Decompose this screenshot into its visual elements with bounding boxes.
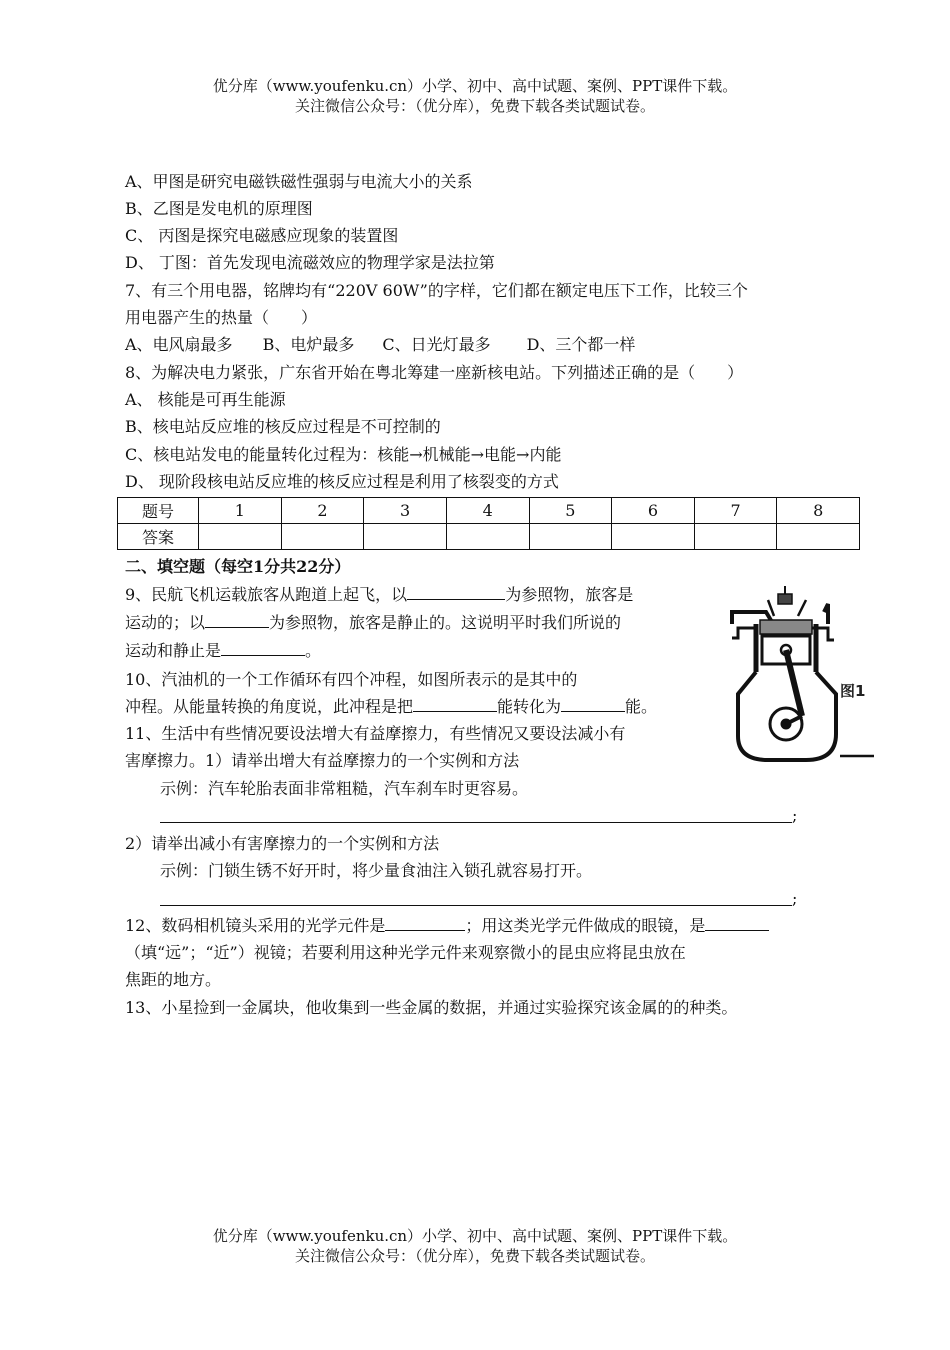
table-cell-answer[interactable]: [281, 524, 364, 550]
q12-blank-1[interactable]: [385, 914, 465, 931]
page-footer: [0, 1226, 950, 1266]
q10-blank-1[interactable]: [413, 695, 497, 712]
table-cell-number: 2: [281, 498, 364, 524]
table-label-answer: 答案: [118, 524, 199, 550]
q6-option-c: C、 丙图是探究电磁感应现象的装置图: [125, 226, 399, 245]
q10-blank-2[interactable]: [561, 695, 625, 712]
q11-answer-line-1[interactable]: [160, 822, 792, 823]
q10-line-2: 冲程。从能量转换的角度说，此冲程是把 能转化为 能。: [125, 697, 658, 716]
q12-blank-2[interactable]: [705, 914, 769, 931]
q8-option-b: B、核电站反应堆的核反应过程是不可控制的: [125, 417, 441, 436]
q6-option-a: A、甲图是研究电磁铁磁性强弱与电流大小的关系: [125, 172, 473, 191]
engine-stroke-figure: [728, 584, 874, 762]
header-line-1: 优分库（www.youfenku.cn）小学、初中、高中试题、案例、PPT课件下载。: [212, 77, 738, 95]
table-cell-answer[interactable]: [364, 524, 447, 550]
figure-label: 图1: [840, 682, 866, 700]
q9-line-3: 运动和静止是 。: [125, 641, 322, 660]
header-line-2: 关注微信公众号：（优分库），免费下载各类试题试卷。: [294, 97, 655, 115]
q12-line-3: 焦距的地方。: [125, 970, 222, 989]
table-cell-answer[interactable]: [777, 524, 860, 550]
table-cell-number: 8: [777, 498, 860, 524]
footer-line-2: 关注微信公众号：（优分库），免费下载各类试题试卷。: [294, 1247, 655, 1265]
answer-table: [117, 497, 860, 550]
table-cell-number: 4: [446, 498, 529, 524]
q11-example-1: 示例：汽车轮胎表面非常粗糙，汽车刹车时更容易。: [160, 779, 529, 798]
q9-line-2: 运动的；以 为参照物，旅客是静止的。这说明平时我们所说的: [125, 613, 622, 632]
q9-blank-2[interactable]: [205, 611, 269, 628]
q7-option-b: B、电炉最多: [262, 335, 355, 354]
q11-example-2: 示例：门锁生锈不好开时，将少量食油注入锁孔就容易打开。: [160, 861, 593, 880]
q12-line-1: 12、数码相机镜头采用的光学元件是 ；用这类光学元件做成的眼镜，是: [125, 914, 769, 938]
table-row-numbers: [118, 498, 860, 524]
table-cell-number: 3: [364, 498, 447, 524]
q11-line-1: 11、生活中有些情况要设法增大有益摩擦力，有些情况又要设法减小有: [125, 724, 626, 743]
q11-part-2: 2）请举出减小有害摩擦力的一个实例和方法: [125, 834, 440, 853]
q8-option-c: C、核电站发电的能量转化过程为：核能→机械能→电能→内能: [125, 445, 562, 464]
q7-stem-line-1: 7、有三个用电器，铭牌均有“220V 60W”的字样，它们都在额定电压下工作，比较三个: [125, 281, 748, 300]
table-cell-answer[interactable]: [529, 524, 612, 550]
q10-line-1: 10、汽油机的一个工作循环有四个冲程，如图所表示的是其中的: [125, 670, 578, 689]
footer-line-1: 优分库（www.youfenku.cn）小学、初中、高中试题、案例、PPT课件下载。: [212, 1227, 738, 1245]
q8-option-a: A、 核能是可再生能源: [125, 390, 286, 409]
q11-semicolon-2: ;: [792, 889, 798, 908]
table-row-answers: [118, 524, 860, 550]
q11-answer-line-2[interactable]: [160, 905, 792, 906]
q11-line-2: 害摩擦力。1）请举出增大有益摩擦力的一个实例和方法: [125, 751, 520, 770]
q13-line-1: 13、小星捡到一金属块，他收集到一些金属的数据，并通过实验探究该金属的的种类。: [125, 998, 738, 1017]
table-cell-answer[interactable]: [199, 524, 282, 550]
q12-line-2: （填“远”；“近”）视镜；若要利用这种光学元件来观察微小的昆虫应将昆虫放在: [125, 943, 686, 962]
q7-option-d: D、三个都一样: [526, 335, 636, 354]
q8-option-d: D、 现阶段核电站反应堆的核反应过程是利用了核裂变的方式: [125, 472, 559, 491]
table-label-number: 题号: [118, 498, 199, 524]
q6-option-d: D、 丁图：首先发现电流磁效应的物理学家是法拉第: [125, 253, 495, 272]
page-header: [0, 76, 950, 116]
q8-stem: 8、为解决电力紧张，广东省开始在粤北筹建一座新核电站。下列描述正确的是（ ）: [125, 363, 744, 382]
q6-option-b: B、乙图是发电机的原理图: [125, 199, 313, 218]
table-cell-answer[interactable]: [446, 524, 529, 550]
table-cell-number: 6: [612, 498, 695, 524]
table-cell-answer[interactable]: [694, 524, 777, 550]
q7-option-a: A、电风扇最多: [125, 335, 233, 354]
table-cell-number: 7: [694, 498, 777, 524]
table-cell-number: 1: [199, 498, 282, 524]
table-cell-answer[interactable]: [612, 524, 695, 550]
q7-options: [125, 333, 635, 357]
q9-blank-3[interactable]: [221, 639, 305, 656]
table-cell-number: 5: [529, 498, 612, 524]
q9-line-1: 9、民航飞机运载旅客从跑道上起飞，以 为参照物，旅客是: [125, 585, 634, 604]
q7-option-c: C、日光灯最多: [382, 335, 491, 354]
q7-stem-line-2: 用电器产生的热量（ ）: [125, 308, 318, 327]
q11-semicolon-1: ;: [792, 806, 798, 825]
section-2-title: 二、填空题（每空1分共22分）: [125, 557, 351, 576]
q9-blank-1[interactable]: [407, 583, 505, 600]
